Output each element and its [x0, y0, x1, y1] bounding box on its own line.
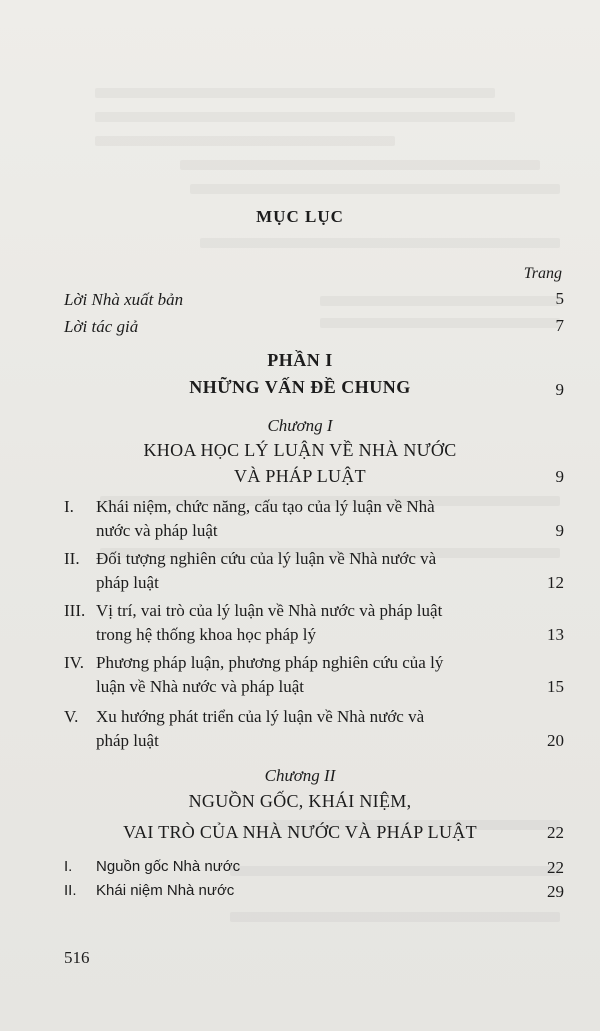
section-page: 13	[547, 625, 564, 644]
front-entry-label: Lời tác giả	[64, 317, 139, 336]
part-label: PHẦN I	[267, 350, 333, 370]
section-page: 12	[547, 573, 564, 592]
section-page: 22	[547, 858, 564, 877]
front-entry-page: 7	[555, 316, 564, 335]
section-title-line1: Phương pháp luận, phương pháp nghiên cứu của lý	[96, 653, 444, 672]
section-title-line1: Xu hướng phát triển của lý luận về Nhà nước và	[96, 707, 425, 726]
section-title-line2: pháp luật	[96, 731, 159, 750]
section-page: 29	[547, 882, 564, 901]
toc-title: MỤC LỤC	[256, 207, 344, 226]
chapter-label: Chương I	[267, 416, 333, 435]
section-number: V.	[64, 707, 79, 726]
chapter-page: 9	[555, 467, 564, 486]
chapter-title-line1: KHOA HỌC LÝ LUẬN VỀ NHÀ NƯỚC	[143, 440, 457, 460]
chapter-page: 22	[547, 823, 564, 842]
part-page: 9	[555, 380, 564, 399]
chapter-title-line2: VÀ PHÁP LUẬT	[234, 466, 366, 486]
front-entry-page: 5	[555, 289, 564, 308]
section-title-line1: Khái niệm, chức năng, cấu tạo của lý luận về Nhà	[96, 497, 435, 516]
chapter-title-line1: NGUỒN GỐC, KHÁI NIỆM,	[188, 791, 412, 811]
page-column-label: Trang	[523, 265, 562, 282]
page-number: 516	[64, 948, 90, 967]
section-title-line2: pháp luật	[96, 573, 159, 592]
chapter-label: Chương II	[264, 766, 336, 785]
section-page: 15	[547, 677, 564, 696]
section-page: 20	[547, 731, 564, 750]
chapter-title-line2: VAI TRÒ CỦA NHÀ NƯỚC VÀ PHÁP LUẬT	[123, 822, 477, 842]
section-number: IV.	[64, 653, 84, 672]
section-number: I.	[64, 497, 74, 516]
section-number: I.	[64, 858, 73, 875]
section-title-line1: Khái niệm Nhà nước	[96, 882, 235, 899]
section-title-line2: luận về Nhà nước và pháp luật	[96, 677, 304, 696]
section-title-line1: Vị trí, vai trò của lý luận về Nhà nước và pháp luật	[96, 601, 443, 620]
section-title-line1: Nguồn gốc Nhà nước	[96, 858, 241, 875]
section-number: II.	[64, 882, 77, 899]
part-title: NHỮNG VẤN ĐỀ CHUNG	[189, 377, 411, 397]
section-page: 9	[555, 521, 564, 540]
section-title-line2: nước và pháp luật	[96, 521, 218, 540]
section-number: II.	[64, 549, 80, 568]
section-title-line1: Đối tượng nghiên cứu của lý luận về Nhà nước và	[96, 549, 437, 568]
section-title-line2: trong hệ thống khoa học pháp lý	[96, 625, 317, 644]
front-entry-label: Lời Nhà xuất bản	[64, 290, 184, 309]
section-number: III.	[64, 601, 86, 620]
